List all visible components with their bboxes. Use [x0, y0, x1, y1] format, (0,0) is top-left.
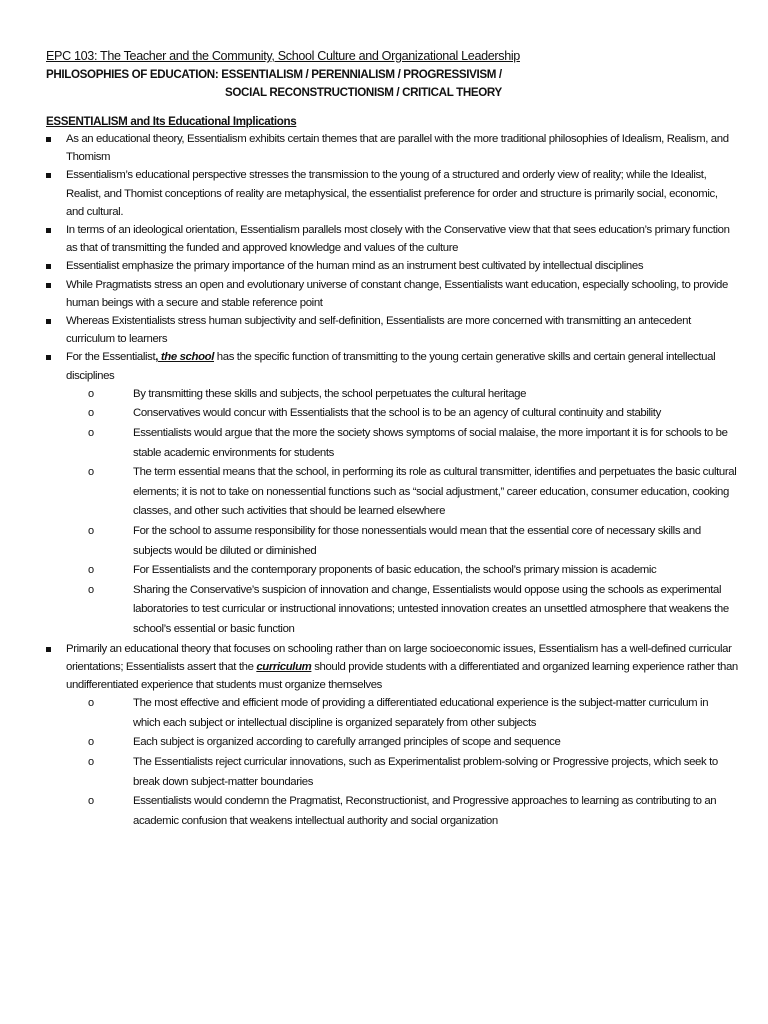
bullet-text-post: should provide students with a differentiated and organized learning experience rather than undifferentiated experience that students must organize themselves — [66, 660, 738, 691]
bullet-list — [46, 130, 738, 831]
sub-text: For the school to assume responsibility for those nonessentials would mean that the essential core of necessary skills and subjects would be diluted or diminished — [133, 525, 701, 557]
sub-text: The most effective and efficient mode of providing a differentiated educational experience is the subject-matter curriculum in which each subject or intellectual discipline is organized separately from other subjects — [133, 697, 709, 729]
emphasis-curriculum: curriculum — [256, 660, 312, 673]
sub-text: Each subject is organized according to carefully arranged principles of scope and sequence — [133, 736, 561, 749]
bullet-item — [46, 221, 738, 257]
square-bullet-icon — [46, 355, 51, 360]
heading-line-1: PHILOSOPHIES OF EDUCATION: ESSENTIALISM / PERENNIALISM / PROGRESSIVISM / — [46, 68, 502, 81]
bullet-text-post: has the specific function of transmitting to the young certain generative skills and certain general intellectual disciplines — [66, 351, 716, 382]
sub-item — [66, 694, 738, 733]
sub-text: Essentialists would argue that the more the society shows symptoms of social malaise, the more important it is for schools to be stable academic environments for students — [133, 427, 728, 459]
sub-text: By transmitting these skills and subjects, the school perpetuates the cultural heritage — [133, 387, 527, 400]
bullet-item — [46, 130, 738, 166]
sub-item — [66, 385, 738, 405]
sub-item — [66, 792, 738, 831]
circle-bullet-icon: o — [88, 583, 94, 596]
bullet-text: While Pragmatists stress an open and evolutionary universe of constant change, Essentialists want education, especially schooling, to provide human beings with a secure and stable reference point — [66, 278, 728, 309]
sub-text: Sharing the Conservative’s suspicion of innovation and change, Essentialists would oppose using the schools as experimental laboratories to test curricular or instructional innovations; untested innovation creates an unsettled atmosphere that weakens the school’s essential or basic function — [133, 583, 729, 635]
heading-line-2: SOCIAL RECONSTRUCTIONISM / CRITICAL THEORY — [225, 86, 502, 99]
bullet-item — [46, 312, 738, 348]
course-title: EPC 103: The Teacher and the Community, School Culture and Organizational Leadership — [46, 49, 520, 63]
circle-bullet-icon: o — [88, 736, 94, 749]
sub-item — [66, 753, 738, 792]
circle-bullet-icon: o — [88, 407, 94, 420]
bullet-text: In terms of an ideological orientation, Essentialism parallels most closely with the Conservative view that that sees education’s primary function as that of transmitting the funded and approved knowledge and values of the culture — [66, 224, 730, 255]
sub-text: The term essential means that the school, in performing its role as cultural transmitter, identifies and perpetuates the basic cultural elements; it is not to take on nonessential functions such as “social adjustment,” career education, consumer education, cooking classes, and other such activities that should be learned elsewhere — [133, 466, 737, 518]
bullet-item — [46, 166, 738, 221]
circle-bullet-icon: o — [88, 697, 94, 710]
sub-item — [66, 522, 738, 561]
sub-list — [66, 385, 738, 640]
square-bullet-icon — [46, 647, 51, 652]
sub-list — [66, 694, 738, 831]
bullet-comma: , — [155, 351, 159, 364]
sub-text: The Essentialists reject curricular innovations, such as Experimentalist problem-solving or Progressive projects, which seek to break down subject-matter boundaries — [133, 755, 718, 788]
bullet-item — [46, 640, 738, 832]
document-heading — [46, 66, 738, 102]
square-bullet-icon — [46, 228, 51, 233]
square-bullet-icon — [46, 319, 51, 324]
sub-text: Essentialists would condemn the Pragmatist, Reconstructionist, and Progressive approaches to learning as contributing to an academic confusion that weakens intellectual authority and social organization — [133, 795, 717, 827]
square-bullet-icon — [46, 283, 51, 288]
bullet-item — [46, 257, 738, 275]
square-bullet-icon — [46, 264, 51, 269]
sub-item — [66, 561, 738, 581]
sub-item — [66, 463, 738, 522]
sub-text: For Essentialists and the contemporary proponents of basic education, the school’s primary mission is academic — [133, 564, 657, 577]
circle-bullet-icon: o — [88, 795, 94, 808]
sub-item — [66, 581, 738, 640]
bullet-text-pre: Primarily an educational theory that focuses on schooling rather than on large socioeconomic issues, Essentialism has a well-defined curricular orientations; Essentialists assert that the — [66, 642, 732, 673]
bullet-text-pre: For the Essentialist — [66, 351, 156, 364]
square-bullet-icon — [46, 173, 51, 178]
bullet-text: Whereas Existentialists stress human subjectivity and self-definition, Essentialists are more concerned with transmitting an antecedent curriculum to learners — [66, 315, 691, 346]
circle-bullet-icon: o — [88, 755, 94, 768]
circle-bullet-icon: o — [88, 525, 94, 537]
bullet-item — [46, 276, 738, 312]
sub-item — [66, 424, 738, 463]
bullet-text: Essentialist emphasize the primary importance of the human mind as an instrument best cultivated by intellectual disciplines — [66, 260, 644, 273]
circle-bullet-icon: o — [88, 387, 94, 400]
sub-item — [66, 404, 738, 424]
bullet-text: As an educational theory, Essentialism exhibits certain themes that are parallel with the more traditional philosophies of Idealism, Realism, and Thomism — [66, 133, 729, 164]
bullet-text: Essentialism’s educational perspective stresses the transmission to the young of a structured and orderly view of reality; while the Idealist, Realist, and Thomist conceptions of reality are metaphysical, the essentialist preference for order and structure is primarily social, economic, and cultural. — [66, 169, 718, 218]
circle-bullet-icon: o — [88, 466, 94, 479]
bullet-item — [46, 348, 738, 639]
circle-bullet-icon: o — [88, 564, 94, 577]
emphasis-the-school: the school — [158, 351, 215, 364]
section-title: ESSENTIALISM and Its Educational Implications — [46, 115, 297, 128]
sub-item — [66, 733, 738, 753]
circle-bullet-icon: o — [88, 427, 94, 440]
sub-text: Conservatives would concur with Essentialists that the school is to be an agency of cultural continuity and stability — [133, 407, 661, 420]
square-bullet-icon — [46, 137, 51, 142]
